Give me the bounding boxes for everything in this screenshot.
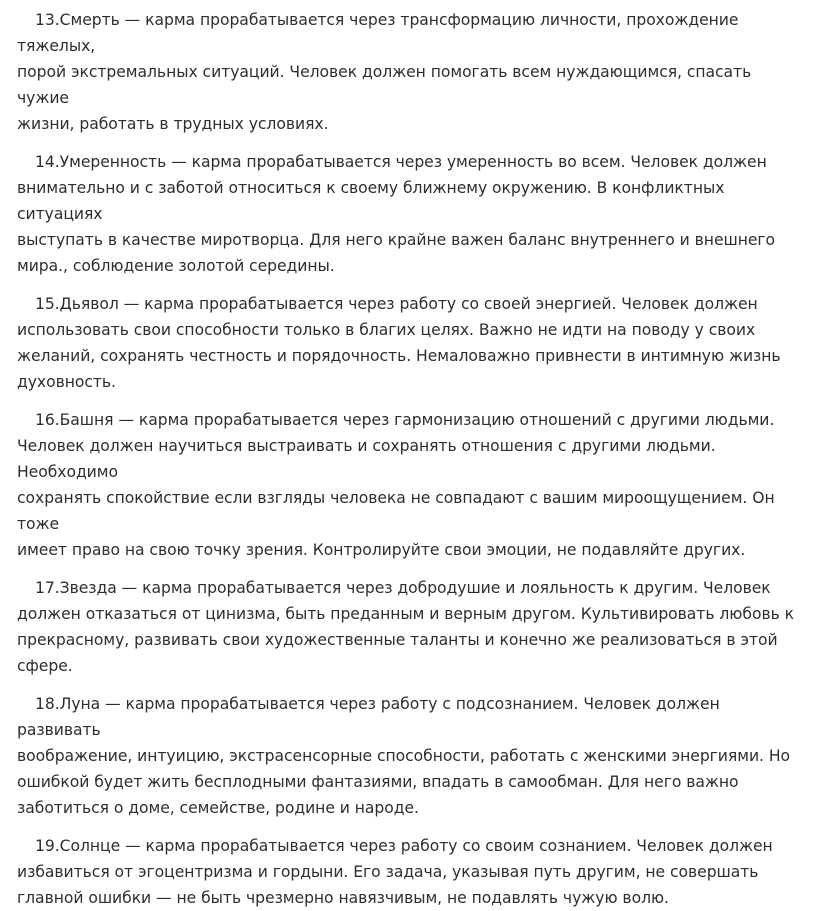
paragraph-line: ошибкой будет жить бесплодными фантазиями, впадать в самообман. Для него важно	[17, 773, 739, 791]
paragraph-13-death	[17, 7, 795, 137]
paragraph-17-star	[17, 575, 795, 679]
paragraph-line: использовать свои способности только в благих целях. Важно не идти на поводу у своих	[17, 321, 756, 339]
paragraph-line: желаний, сохранять честность и порядочность. Немаловажно привнести в интимную жизнь	[17, 347, 781, 365]
paragraph-16-tower	[17, 407, 795, 563]
paragraph-line: выступать в качестве миротворца. Для него крайне важен баланс внутреннего и внешнего	[17, 231, 776, 249]
paragraph-line: внимательно и с заботой относиться к своему ближнему окружению. В конфликтных ситуациях	[17, 179, 725, 223]
paragraph-15-devil	[17, 291, 795, 395]
paragraph-line: прекрасному, развивать свои художественные таланты и конечно же реализоваться в этой	[17, 631, 778, 649]
paragraph-line: сфере.	[17, 657, 73, 675]
paragraph-line: 14.Умеренность — карма прорабатывается через умеренность во всем. Человек должен	[35, 153, 767, 171]
paragraph-line: 19.Солнце — карма прорабатывается через работу со своим сознанием. Человек должен	[35, 837, 773, 855]
paragraph-line: главной ошибки — не быть чрезмерно навязчивым, не подавлять чужую волю.	[17, 889, 669, 907]
paragraph-line: 16.Башня — карма прорабатывается через гармонизацию отношений с другими людьми.	[35, 411, 775, 429]
paragraph-line: 13.Смерть — карма прорабатывается через трансформацию личности, прохождение тяжелых,	[17, 11, 739, 55]
paragraph-line: 17.Звезда — карма прорабатывается через добродушие и лояльность к другим. Человек	[35, 579, 771, 597]
paragraph-line: должен отказаться от цинизма, быть преданным и верным другом. Культивировать любовь к	[17, 605, 794, 623]
paragraph-14-temperance	[17, 149, 795, 279]
paragraph-line: жизни, работать в трудных условиях.	[17, 115, 329, 133]
paragraph-line: порой экстремальных ситуаций. Человек должен помогать всем нуждающимся, спасать чужие	[17, 63, 752, 107]
paragraph-line: духовность.	[17, 373, 116, 391]
paragraph-line: 18.Луна — карма прорабатывается через работу с подсознанием. Человек должен развивать	[17, 695, 720, 739]
paragraph-line: имеет право на свою точку зрения. Контролируйте свои эмоции, не подавляйте других.	[17, 541, 746, 559]
paragraph-line: мира., соблюдение золотой середины.	[17, 257, 335, 275]
paragraph-line: Человек должен научиться выстраивать и сохранять отношения с другими людьми. Необходимо	[17, 437, 716, 481]
paragraph-line: воображение, интуицию, экстрасенсорные способности, работать с женскими энергиями. Но	[17, 747, 791, 765]
paragraph-line: заботиться о доме, семействе, родине и народе.	[17, 799, 419, 817]
paragraph-line: избавиться от эгоцентризма и гордыни. Его задача, указывая путь другим, не совершать	[17, 863, 759, 881]
paragraph-line: 15.Дьявол — карма прорабатывается через работу со своей энергией. Человек должен	[35, 295, 758, 313]
paragraph-19-sun	[17, 833, 795, 911]
paragraph-18-moon	[17, 691, 795, 821]
paragraph-line: сохранять спокойствие если взгляды человека не совпадают с вашим мироощущением. Он тоже	[17, 489, 775, 533]
